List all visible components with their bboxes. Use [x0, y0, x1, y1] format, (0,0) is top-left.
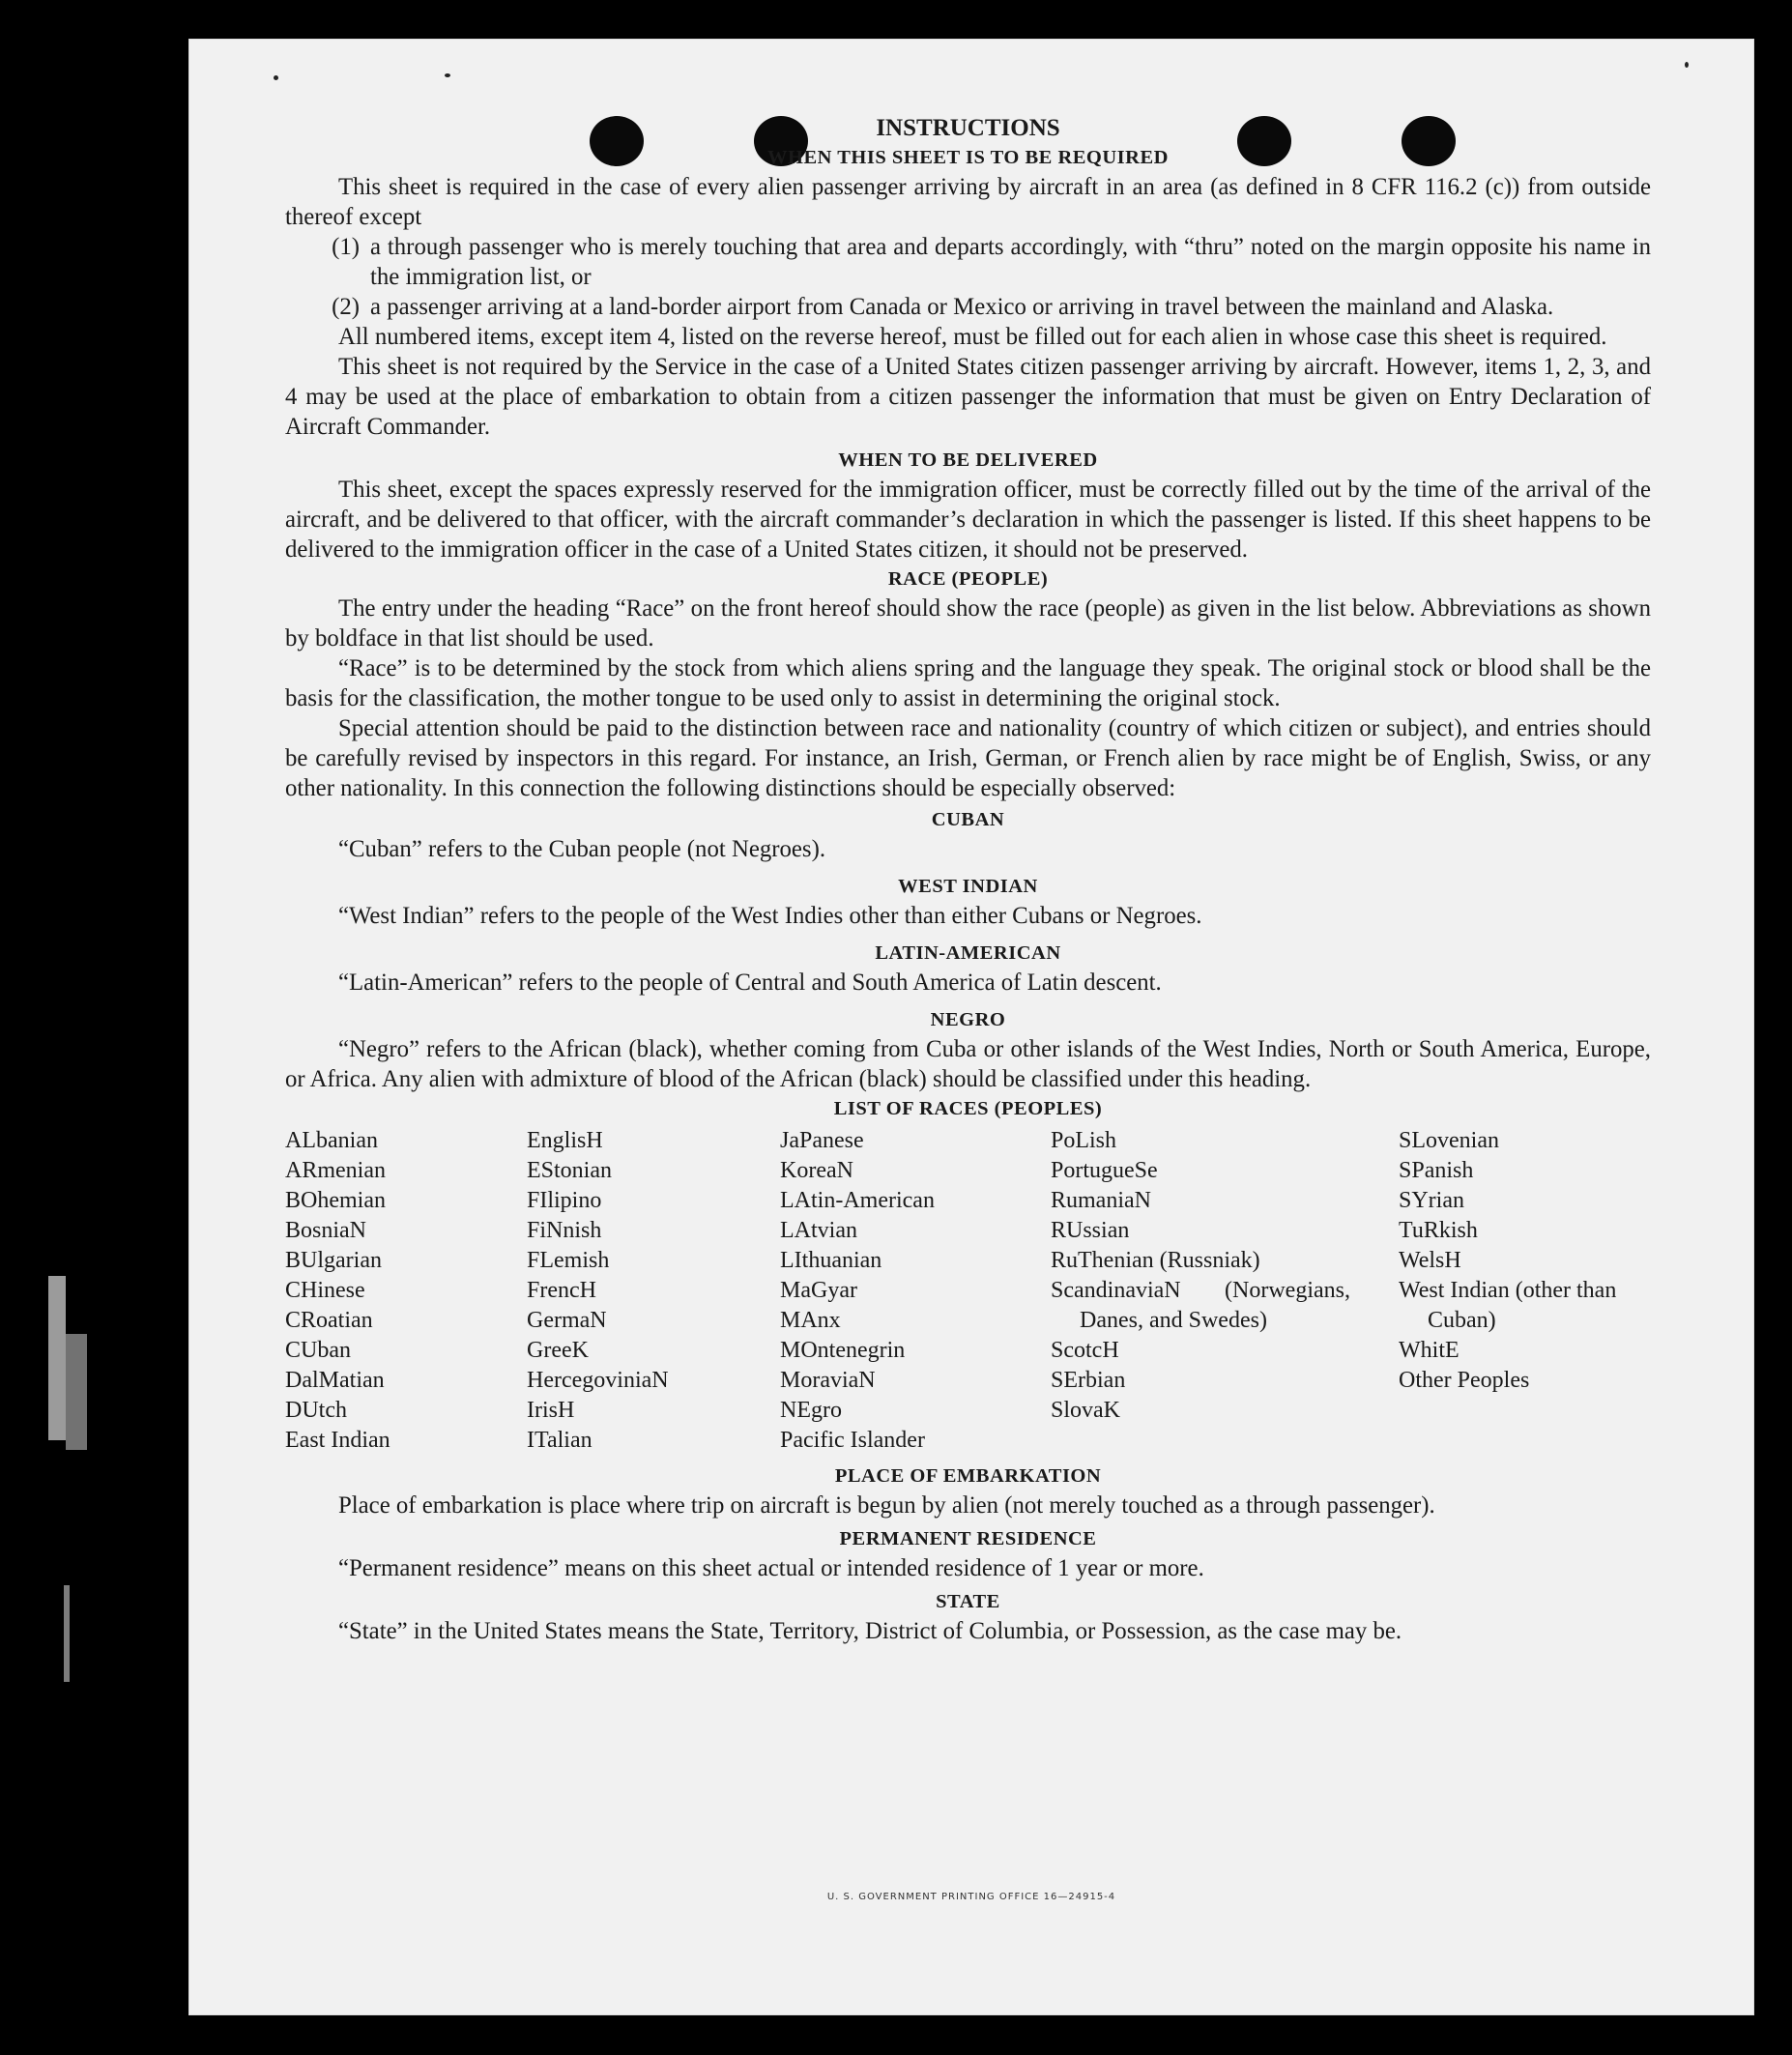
race-entry: MoraviaN: [780, 1368, 876, 1393]
instructions-body: [285, 113, 1651, 1646]
race-entry: ITalian: [527, 1428, 593, 1453]
race-column: [285, 1126, 527, 1456]
race-column: [527, 1126, 780, 1456]
race-entry: FrencH: [527, 1278, 596, 1303]
race-entry: ScotcH: [1051, 1338, 1119, 1363]
race-entry: EnglisH: [527, 1128, 603, 1153]
section-heading: WEST INDIAN: [898, 876, 1038, 897]
speck: [274, 75, 278, 80]
race-entry: RuThenian (Russniak): [1051, 1248, 1260, 1273]
section-heading: CUBAN: [931, 809, 1005, 830]
paragraph: “Negro” refers to the African (black), whether coming from Cuba or other islands of the West Indies, North or South America, Europe, or Africa. Any alien with admixture of blood of the African (black) should be classified under this heading.: [285, 1036, 1651, 1092]
section-heading: LATIN-AMERICAN: [875, 942, 1061, 964]
paragraph: The entry under the heading “Race” on the front hereof should show the race (people) as given in the list below. Abbreviations as shown by boldface in that list should be used.: [285, 595, 1651, 651]
item-number: (2): [332, 294, 360, 320]
race-entry: PoLish: [1051, 1128, 1117, 1153]
paragraph: This sheet is required in the case of every alien passenger arriving by aircraft in an area (as defined in 8 CFR 116.2 (c)) from outside thereof except: [285, 174, 1651, 230]
section-heading: PLACE OF EMBARKATION: [834, 1465, 1102, 1487]
race-entry: CUban: [285, 1338, 351, 1363]
race-entry: CRoatian: [285, 1308, 373, 1333]
page-title: INSTRUCTIONS: [876, 115, 1060, 141]
race-entry: BOhemian: [285, 1188, 386, 1213]
paragraph: All numbered items, except item 4, listed on the reverse hereof, must be filled out for each alien in whose case this sheet is required.: [338, 324, 1607, 350]
race-entry: Other Peoples: [1399, 1368, 1530, 1393]
race-entry: ScandinaviaN (Norwegians, Danes, and Swedes): [1051, 1278, 1350, 1333]
section-heading: NEGRO: [930, 1009, 1006, 1030]
item-number: (1): [332, 234, 360, 260]
paragraph: Place of embarkation is place where trip on aircraft is begun by alien (not merely touched as a through passenger).: [338, 1492, 1435, 1519]
race-entry: ALbanian: [285, 1128, 378, 1153]
section-heading: WHEN THIS SHEET IS TO BE REQUIRED: [767, 147, 1169, 168]
race-list: [285, 1126, 1651, 1456]
item-text: a through passenger who is merely touching that area and departs accordingly, with “thru” noted on the margin opposite his name in the immigration list, or: [370, 234, 1651, 290]
paragraph: Special attention should be paid to the distinction between race and nationality (country of which citizen or subject), and entries should be carefully revised by inspectors in this regard. For instance, an Irish, German, or French alien by race might be of English, Swiss, or any other nationality. In this connection the following distinctions should be especially observed:: [285, 715, 1651, 801]
race-entry: DalMatian: [285, 1368, 385, 1393]
race-entry: DUtch: [285, 1398, 347, 1423]
speck: [445, 73, 450, 77]
paragraph: This sheet is not required by the Service in the case of a United States citizen passenger arriving by aircraft. However, items 1, 2, 3, and 4 may be used at the place of embarkation to obtain from a citizen passenger the information that must be given on Entry Declaration of Aircraft Commander.: [285, 354, 1651, 440]
race-entry: SErbian: [1051, 1368, 1126, 1393]
race-entry: LAtvian: [780, 1218, 857, 1243]
paragraph: “State” in the United States means the State, Territory, District of Columbia, or Possession, as the case may be.: [338, 1618, 1402, 1644]
race-entry: WelsH: [1399, 1248, 1461, 1273]
race-entry: LIthuanian: [780, 1248, 882, 1273]
section-heading: LIST OF RACES (PEOPLES): [833, 1098, 1103, 1119]
race-entry: KoreaN: [780, 1158, 853, 1183]
race-entry: JaPanese: [780, 1128, 864, 1153]
paragraph: “Race” is to be determined by the stock from which aliens spring and the language they speak. The original stock or blood shall be the basis for the classification, the mother tongue to be used only to assist in determining the original stock.: [285, 655, 1651, 711]
race-entry: SPanish: [1399, 1158, 1474, 1183]
race-entry: MAnx: [780, 1308, 841, 1333]
section-heading: RACE (PEOPLE): [887, 568, 1049, 590]
race-entry: CHinese: [285, 1278, 365, 1303]
document-page: [188, 39, 1754, 2015]
race-entry: SlovaK: [1051, 1398, 1120, 1423]
printing-office-imprint: U. S. GOVERNMENT PRINTING OFFICE 16—24915-4: [826, 1892, 1116, 1902]
margin-scrap: [66, 1334, 87, 1450]
numbered-exception: [285, 292, 1651, 322]
race-entry: West Indian (other than Cuban): [1399, 1278, 1617, 1333]
race-entry: WhitE: [1399, 1338, 1460, 1363]
paragraph: “Permanent residence” means on this sheet actual or intended residence of 1 year or more.: [338, 1555, 1204, 1581]
race-entry: MaGyar: [780, 1278, 857, 1303]
paragraph: “Latin-American” refers to the people of Central and South America of Latin descent.: [338, 970, 1162, 996]
race-entry: RUssian: [1051, 1218, 1130, 1243]
race-entry: TuRkish: [1399, 1218, 1478, 1243]
paragraph: This sheet, except the spaces expressly reserved for the immigration officer, must be correctly filled out by the time of the arrival of the aircraft, and be delivered to that officer, with the aircraft commander’s declaration in which the passenger is listed. If this sheet happens to be delivered to the immigration officer in the case of a United States citizen, it should not be preserved.: [285, 477, 1651, 563]
section-heading: STATE: [936, 1591, 1000, 1612]
race-entry: FLemish: [527, 1248, 610, 1273]
section-heading: WHEN TO BE DELIVERED: [838, 449, 1098, 471]
race-entry: RumaniaN: [1051, 1188, 1151, 1213]
numbered-exception: [285, 232, 1651, 292]
race-entry: SYrian: [1399, 1188, 1464, 1213]
race-entry: East Indian: [285, 1428, 390, 1453]
paragraph: “Cuban” refers to the Cuban people (not Negroes).: [338, 836, 826, 862]
race-column: [1051, 1126, 1399, 1456]
race-entry: EStonian: [527, 1158, 612, 1183]
speck: [1685, 62, 1689, 68]
race-column: [1399, 1126, 1651, 1456]
race-entry: FIlipino: [527, 1188, 602, 1213]
race-entry: NEgro: [780, 1398, 842, 1423]
race-entry: BosniaN: [285, 1218, 366, 1243]
race-entry: ARmenian: [285, 1158, 386, 1183]
race-entry: SLovenian: [1399, 1128, 1499, 1153]
race-entry: Pacific Islander: [780, 1428, 925, 1453]
section-heading: PERMANENT RESIDENCE: [839, 1528, 1097, 1549]
race-entry: GreeK: [527, 1338, 589, 1363]
margin-scrap: [64, 1585, 70, 1682]
item-text: a passenger arriving at a land-border airport from Canada or Mexico or arriving in travel between the mainland and Alaska.: [370, 294, 1554, 320]
paragraph: “West Indian” refers to the people of the West Indies other than either Cubans or Negroes.: [338, 903, 1202, 929]
race-entry: IrisH: [527, 1398, 575, 1423]
race-entry: MOntenegrin: [780, 1338, 906, 1363]
race-entry: HercegoviniaN: [527, 1368, 669, 1393]
race-entry: LAtin-American: [780, 1188, 935, 1213]
race-entry: PortugueSe: [1051, 1158, 1158, 1183]
race-entry: BUlgarian: [285, 1248, 382, 1273]
race-entry: GermaN: [527, 1308, 607, 1333]
race-entry: FiNnish: [527, 1218, 602, 1243]
race-column: [780, 1126, 1051, 1456]
margin-scrap: [48, 1276, 66, 1440]
